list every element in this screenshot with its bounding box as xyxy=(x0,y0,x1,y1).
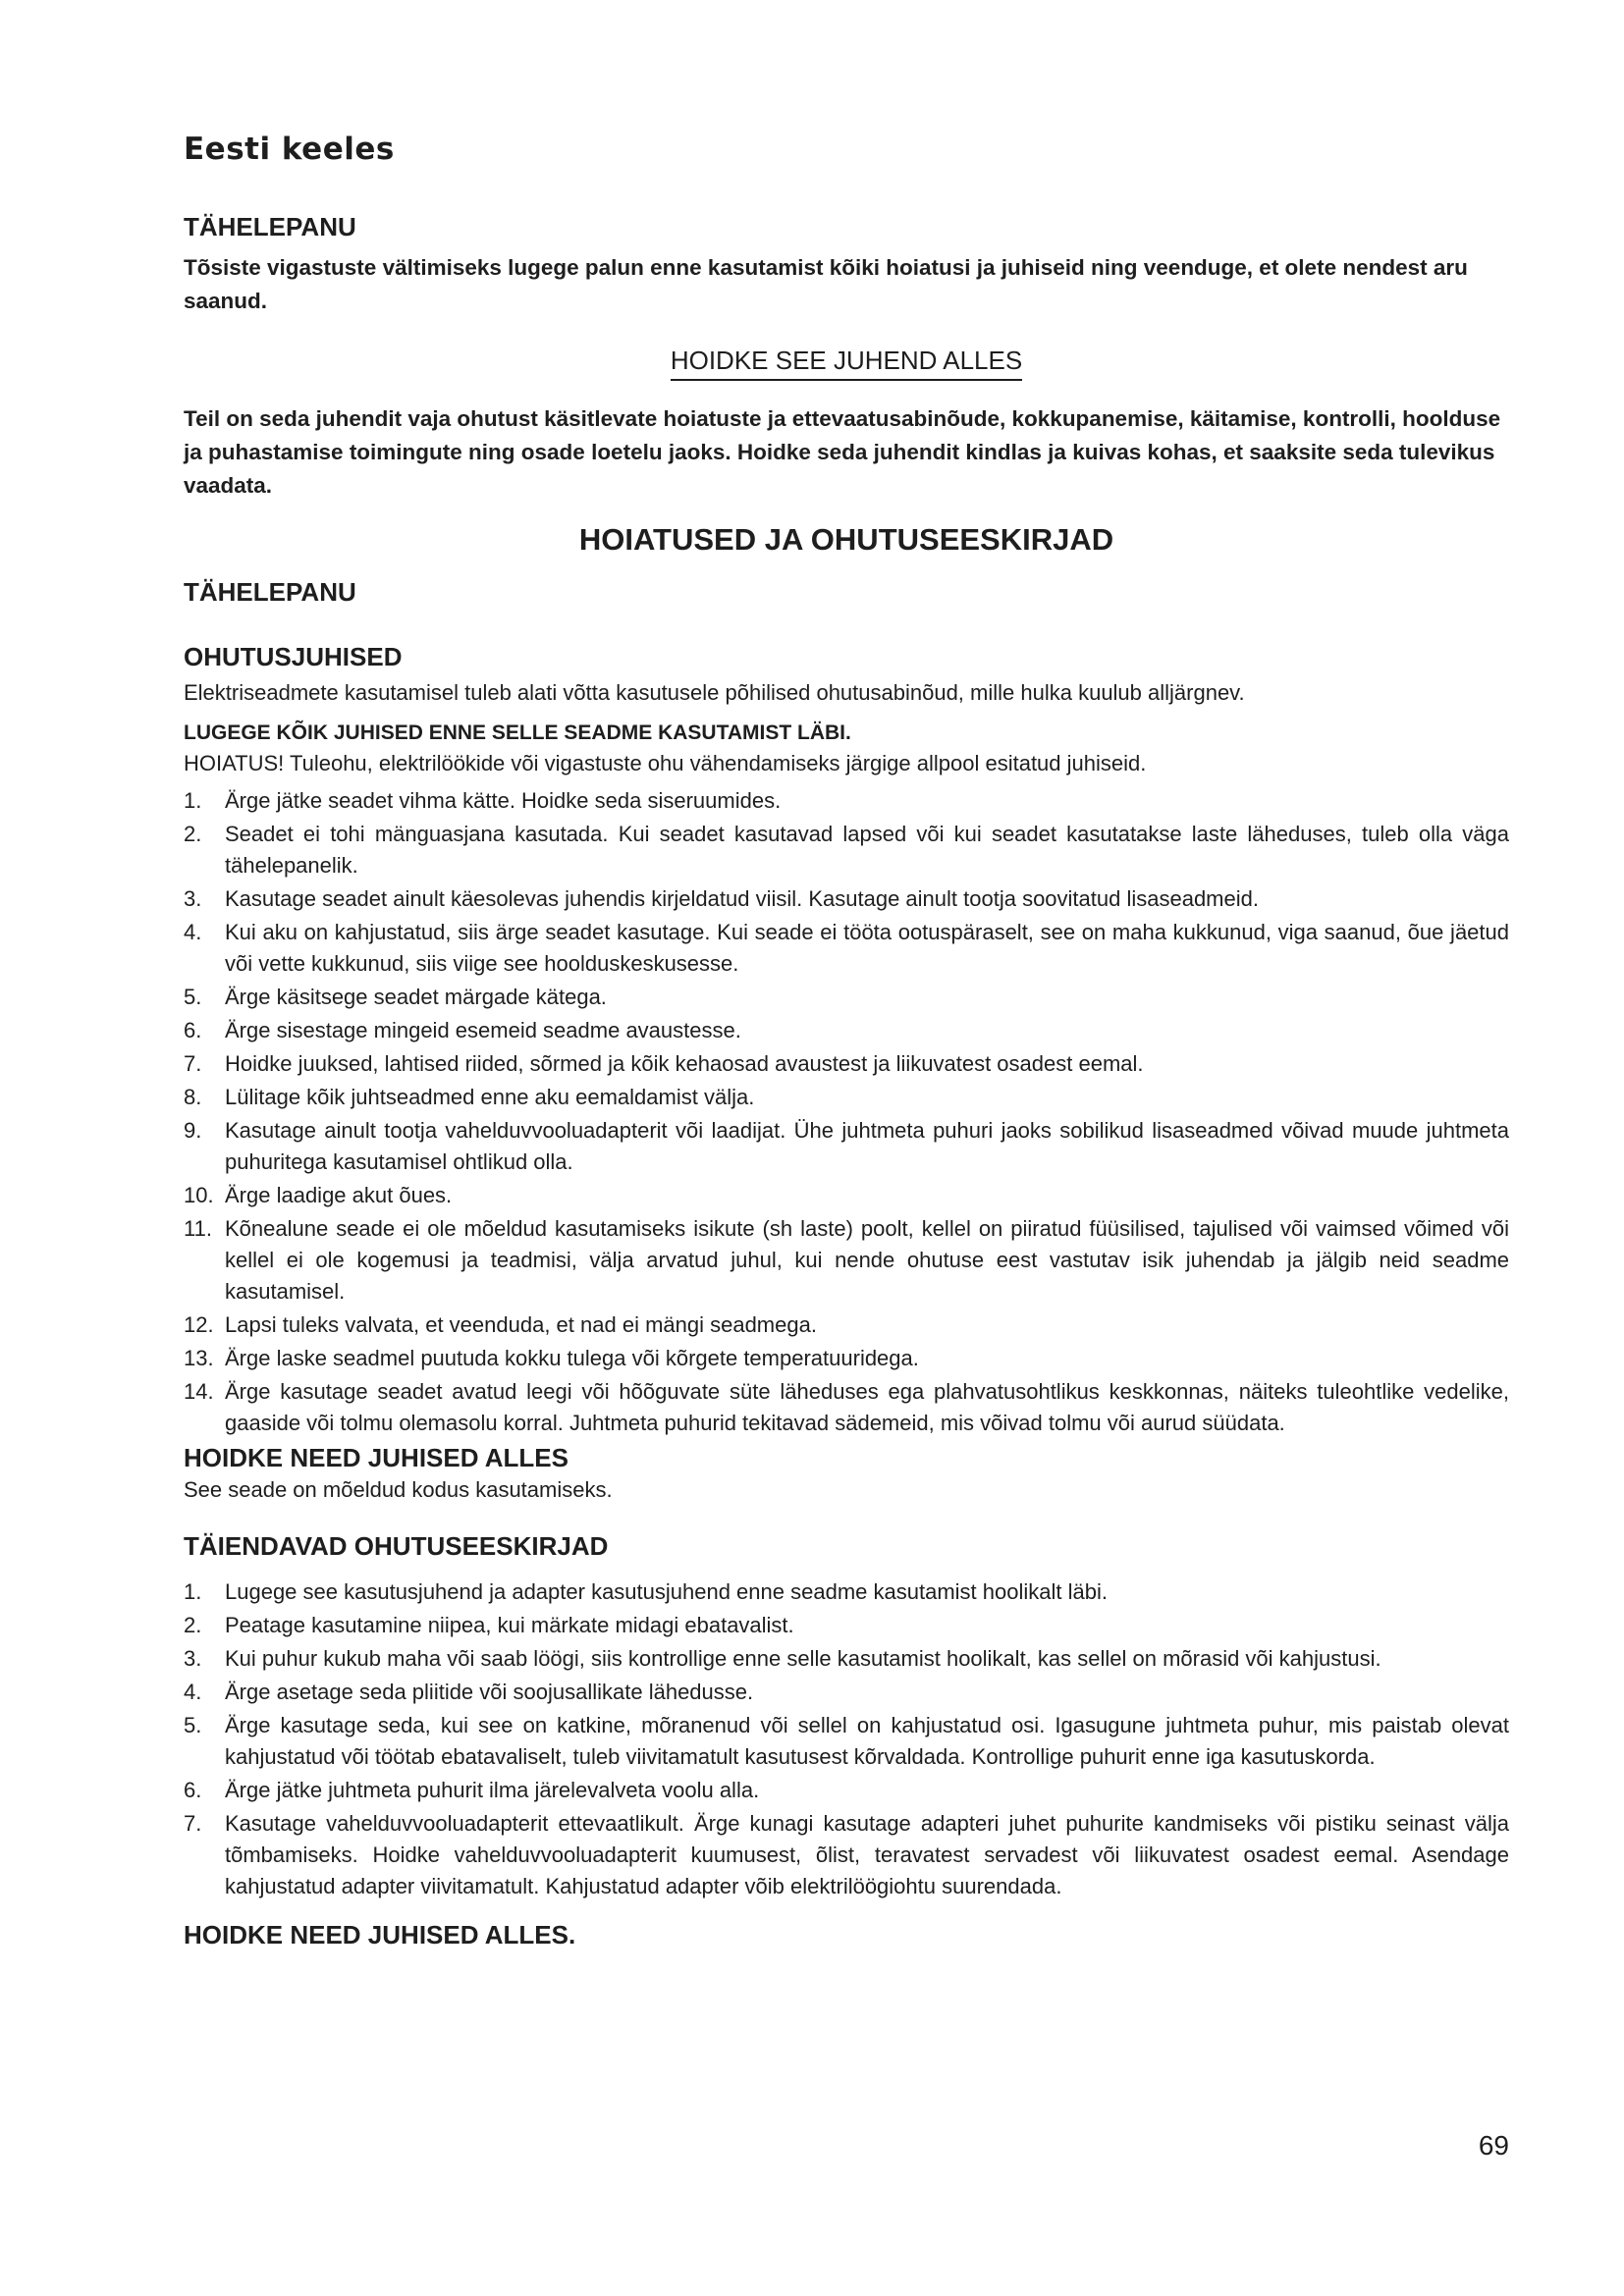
list-item-number: 6. xyxy=(184,1018,202,1042)
list-item xyxy=(184,982,1509,1013)
list-item-text: Ärge jätke juhtmeta puhurit ilma järelevalveta voolu alla. xyxy=(225,1778,760,1802)
list-item-text: Lugege see kasutusjuhend ja adapter kasutusjuhend enne seadme kasutamist hoolikalt läbi. xyxy=(225,1579,1108,1604)
additional-heading: TÄIENDAVAD OHUTUSEESKIRJAD xyxy=(184,1531,609,1561)
additional-list xyxy=(184,1576,1509,1902)
list-item-number: 6. xyxy=(184,1778,202,1802)
list-item-text: Ärge sisestage mingeid esemeid seadme avaustesse. xyxy=(225,1018,741,1042)
list-item-text: Ärge kasutage seadet avatud leegi või hõõguvate süte läheduses ega plahvatusohtlikus keskkonnas, näiteks tuleohtlike vedelike, gaaside või tolmu olemasolu korral. Juhtmeta puhurid tekitavad sädemeid, mis võivad tolmu või aurud süüdata. xyxy=(225,1379,1509,1435)
list-item-number: 7. xyxy=(184,1051,202,1076)
list-item-number: 14. xyxy=(184,1379,214,1404)
list-item xyxy=(184,1376,1509,1439)
list-item xyxy=(184,1343,1509,1374)
list-item-number: 5. xyxy=(184,985,202,1009)
list-item-number: 1. xyxy=(184,788,202,813)
list-item-text: Ärge asetage seda pliitide või soojusallikate lähedusse. xyxy=(225,1680,754,1704)
list-item-number: 10. xyxy=(184,1183,214,1207)
list-item-text: Kõnealune seade ei ole mõeldud kasutamiseks isikute (sh laste) poolt, kellel on piiratud füüsilised, tajulised või vaimsed võimed või kellel ei ole kogemusi ja teadmisi, välja arvatud juhul, kui nende ohutuse eest vastutav isik juhendab ja jälgib neid seadme kasutamisel. xyxy=(225,1216,1509,1304)
list-item-text: Peatage kasutamine niipea, kui märkate midagi ebatavalist. xyxy=(225,1613,794,1637)
list-item xyxy=(184,1643,1509,1675)
safety-warning: HOIATUS! Tuleohu, elektrilöökide või vigastuste ohu vähendamiseks järgige allpool esitatud juhiseid. xyxy=(184,751,1147,775)
list-item-text: Ärge jätke seadet vihma kätte. Hoidke seda siseruumides. xyxy=(225,788,782,813)
list-item-number: 13. xyxy=(184,1346,214,1370)
list-item xyxy=(184,1775,1509,1806)
list-item-number: 8. xyxy=(184,1085,202,1109)
list-item-number: 4. xyxy=(184,920,202,944)
list-item xyxy=(184,819,1509,881)
page-title: Eesti keeles xyxy=(184,132,395,167)
list-item-text: Kui puhur kukub maha või saab löögi, siis kontrollige enne selle kasutamist hoolikalt, kas sellel on mõrasid või kahjustusi. xyxy=(225,1646,1381,1671)
list-item xyxy=(184,1213,1509,1308)
list-item-text: Lülitage kõik juhtseadmed enne aku eemaldamist välja. xyxy=(225,1085,755,1109)
list-item xyxy=(184,883,1509,915)
list-item-number: 12. xyxy=(184,1312,214,1337)
list-item-text: Hoidke juuksed, lahtised riided, sõrmed ja kõik kehaosad avaustest ja liikuvatest osadest eemal. xyxy=(225,1051,1144,1076)
keep-manual-heading xyxy=(184,344,1509,381)
list-item xyxy=(184,1677,1509,1708)
list-item-text: Ärge käsitsege seadet märgade kätega. xyxy=(225,985,607,1009)
list-item xyxy=(184,917,1509,980)
list-item xyxy=(184,1710,1509,1773)
final-note: HOIDKE NEED JUHISED ALLES. xyxy=(184,1920,576,1949)
list-item-number: 9. xyxy=(184,1118,202,1143)
list-item-text: Ärge laske seadmel puutuda kokku tulega või kõrgete temperatuuridega. xyxy=(225,1346,919,1370)
list-item xyxy=(184,1015,1509,1046)
list-item xyxy=(184,1808,1509,1902)
list-item-number: 2. xyxy=(184,822,202,846)
list-item-number: 11. xyxy=(184,1216,212,1241)
attention-heading-2: TÄHELEPANU xyxy=(184,577,356,607)
list-item-number: 5. xyxy=(184,1713,202,1737)
list-item xyxy=(184,785,1509,817)
list-item xyxy=(184,1115,1509,1178)
list-item-text: Kasutage ainult tootja vahelduvvooluadapterit või laadijat. Ühe juhtmeta puhuri jaoks sobilikud lisaseadmed võivad muude juhtmeta puhuritega kasutamisel ohtlikud olla. xyxy=(225,1118,1509,1174)
list-item xyxy=(184,1082,1509,1113)
list-item-text: Ärge laadige akut õues. xyxy=(225,1183,453,1207)
list-item-number: 3. xyxy=(184,1646,202,1671)
list-item-text: Kasutage seadet ainult käesolevas juhendis kirjeldatud viisil. Kasutage ainult tootja soovitatud lisaseadmeid. xyxy=(225,886,1259,911)
list-item-text: Lapsi tuleks valvata, et veenduda, et nad ei mängi seadmega. xyxy=(225,1312,817,1337)
page-number: 69 xyxy=(1478,2130,1509,2161)
read-all-notice: LUGEGE KÕIK JUHISED ENNE SELLE SEADME KASUTAMIST LÄBI. xyxy=(184,721,851,744)
list-item xyxy=(184,1576,1509,1608)
list-item-text: Kasutage vahelduvvooluadapterit ettevaatlikult. Ärge kunagi kasutage adapteri juhet puhurite kandmiseks või pistiku seinast välja tõmbamiseks. Hoidke vahelduvvooluadapterit kuumusest, õlist, teravatest servadest või liikuvatest osadest eemal. Asendage kahjustatud adapter viivitamatult. Kahjustatud adapter võib elektrilöögiohtu suurendada. xyxy=(225,1811,1509,1898)
list-item-number: 3. xyxy=(184,886,202,911)
keep-manual-heading-text: HOIDKE SEE JUHEND ALLES xyxy=(671,344,1022,381)
list-item-number: 7. xyxy=(184,1811,202,1836)
list-item xyxy=(184,1309,1509,1341)
list-item-number: 2. xyxy=(184,1613,202,1637)
list-item-text: Kui aku on kahjustatud, siis ärge seadet kasutage. Kui seade ei tööta ootuspäraselt, see on maha kukkunud, viga saanud, õue jäetud või vette kukkunud, siis viige see hoolduskeskusesse. xyxy=(225,920,1509,976)
warnings-title: HOIATUSED JA OHUTUSEESKIRJAD xyxy=(578,522,1114,557)
list-item-number: 4. xyxy=(184,1680,202,1704)
list-item-text: Ärge kasutage seda, kui see on katkine, mõranenud või sellel on kahjustatud osi. Igasugune juhtmeta puhur, mis paistab olevat kahjustatud või töötab ebatavaliselt, tuleb viivitamatult kasutusest kõrvaldada. Kontrollige puhurit enne iga kasutuskorda. xyxy=(225,1713,1509,1769)
safety-list xyxy=(184,785,1509,1439)
home-use-note: See seade on mõeldud kodus kasutamiseks. xyxy=(184,1477,613,1502)
attention-heading: TÄHELEPANU xyxy=(184,212,356,241)
safety-intro: Elektriseadmete kasutamisel tuleb alati võtta kasutusele põhilised ohutusabinõud, mille hulka kuulub alljärgnev. xyxy=(184,680,1245,705)
list-item xyxy=(184,1180,1509,1211)
safety-heading: OHUTUSJUHISED xyxy=(184,642,403,671)
list-item-text: Seadet ei tohi mänguasjana kasutada. Kui seadet kasutavad lapsed või kui seadet kasutatakse laste läheduses, tuleb olla väga tähelepanelik. xyxy=(225,822,1509,878)
attention-text: Tõsiste vigastuste vältimiseks lugege palun enne kasutamist kõiki hoiatusi ja juhiseid ning veenduge, et olete nendest aru saanud. xyxy=(184,255,1468,313)
list-item xyxy=(184,1048,1509,1080)
page-content xyxy=(184,210,1509,1951)
keep-manual-text: Teil on seda juhendit vaja ohutust käsitlevate hoiatuste ja ettevaatusabinõude, kokkupanemise, käitamise, kontrolli, hoolduse ja puhastamise toimingute ning osade loetelu jaoks. Hoidke seda juhendit kindlas ja kuivas kohas, et saaksite seda tulevikus vaadata. xyxy=(184,406,1501,498)
list-item-number: 1. xyxy=(184,1579,202,1604)
list-item xyxy=(184,1610,1509,1641)
keep-instructions-heading: HOIDKE NEED JUHISED ALLES xyxy=(184,1443,568,1472)
